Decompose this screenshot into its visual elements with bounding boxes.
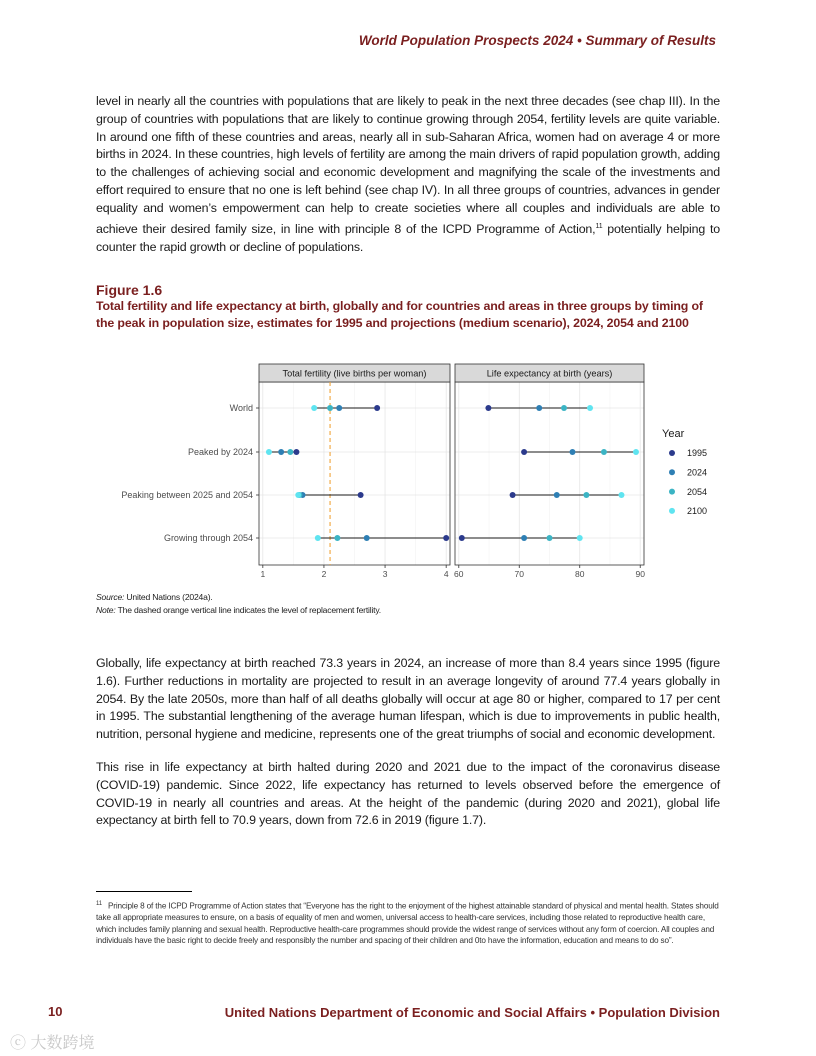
panel-1-point-2100-peaked-by-2024 (266, 449, 272, 455)
panel-2-point-2054-peaked-by-2024 (601, 449, 607, 455)
panel-1-point-2100-growing-through-2054 (315, 535, 321, 541)
panel-2-xtick-label: 80 (575, 569, 585, 579)
panel-1-point-1995-growing-through-2054 (443, 535, 449, 541)
footnote-reference[interactable]: 11 (595, 222, 603, 230)
ytick-label-world: World (229, 403, 253, 413)
panel-2-point-2024-peaking-between-2025-and-2054 (554, 492, 560, 498)
panel-1-point-2054-growing-through-2054 (334, 535, 340, 541)
source-text: United Nations (2024a). (124, 592, 213, 602)
panel-1-point-2024-growing-through-2054 (364, 535, 370, 541)
figure-notes (96, 591, 381, 616)
ytick-label-peaking-between-2025-and-2054: Peaking between 2025 and 2054 (121, 490, 253, 500)
panel-1-point-2100-peaking-between-2025-and-2054 (295, 492, 301, 498)
panel-2-point-2100-growing-through-2054 (577, 535, 583, 541)
page-number: 10 (48, 1004, 63, 1019)
paragraph-2: Globally, life expectancy at birth reached 73.3 years in 2024, an increase of more than 8.4 years since 1995 (figure 1.6). Further reductions in mortality are projected to result in an average longevity of around 77.4 years globally in 2054. By the late 2050s, more than half of all deaths globally will occur at age 80 or higher, compared to 17 per cent in 1995. The substantial lengthening of the average human lifespan, which is due to improvements in public health, nutrition, personal hygiene and medicine, represents one of the great triumphs of social and economic development. (96, 656, 720, 742)
panel-1-xtick-label: 4 (443, 569, 449, 579)
panel-2-title: Life expectancy at birth (years) (486, 368, 613, 379)
panel-2-point-1995-peaked-by-2024 (521, 449, 527, 455)
footnote-number: 11 (96, 901, 102, 907)
paragraph-1-text-end: potentially helping to counter the rapid growth or decline of populations. (96, 221, 720, 254)
source-label: Source: (96, 592, 125, 602)
legend-label-2100: 2100 (687, 506, 708, 517)
panel-2-point-2100-peaked-by-2024 (633, 449, 639, 455)
panel-2-point-2054-growing-through-2054 (547, 535, 553, 541)
panel-2-point-2024-world (536, 405, 542, 411)
panel-1-xtick-label: 3 (382, 569, 388, 579)
footnote-divider (96, 891, 192, 892)
panel-2-point-2100-peaking-between-2025-and-2054 (618, 492, 624, 498)
paragraph-1 (96, 93, 720, 256)
watermark: ⓒ 大数跨境 (10, 1035, 95, 1052)
footnote-text: Principle 8 of the ICPD Programme of Action states that “Everyone has the right to the enjoyment of the highest attainable standard of physical and mental health. States should take all appropriate measures to ensure, on a basis of equality of men and women, universal access to health-care services, including those related to reproductive health care, which includes family planning and sexual health. Reproductive health-care programmes should provide the widest range of services without any form of coercion. All couples and individuals have the basic right to decide freely and responsibly the number and spacing of their children and 0to have the information, education and means to do so”. (96, 901, 719, 945)
panel-1-xtick-label: 2 (321, 569, 327, 579)
panel-1-point-2054-peaked-by-2024 (287, 449, 293, 455)
paragraph-3: This rise in life expectancy at birth halted during 2020 and 2021 due to the impact of the coronavirus disease (COVID-19) pandemic. Since 2022, life expectancy has returned to levels observed before the emergence of COVID-19 in nearly all countries and areas. At the height of the pandemic (during 2020 and 2021), global life expectancy at birth fell to 70.9 years, down from 72.6 in 2019 (figure 1.7). (96, 760, 720, 828)
ytick-label-peaked-by-2024: Peaked by 2024 (187, 447, 253, 457)
figure-title: Total fertility and life expectancy at birth, globally and for countries and areas in three groups by timing of the peak in population size, estimates for 1995 and projections (medium scenario), 2024, 2054 and 2100 (96, 299, 703, 330)
panel-1-point-1995-peaked-by-2024 (293, 449, 299, 455)
legend-marker-2024 (669, 469, 675, 475)
panel-1-point-2100-world (311, 405, 317, 411)
legend-title: Year (662, 428, 685, 440)
panel-2-point-1995-growing-through-2054 (459, 535, 465, 541)
note-label: Note: (96, 604, 116, 615)
ytick-label-growing-through-2054: Growing through 2054 (163, 533, 253, 543)
panel-1-point-2024-world (336, 405, 342, 411)
footer-publisher: United Nations Department of Economic and Social Affairs • Population Division (224, 1005, 720, 1020)
panel-1-point-1995-world (374, 405, 380, 411)
figure-chart (0, 350, 816, 610)
panel-2-point-2054-peaking-between-2025-and-2054 (583, 492, 589, 498)
legend-marker-2100 (669, 508, 675, 514)
panel-1-point-1995-peaking-between-2025-and-2054 (358, 492, 364, 498)
legend-label-2024: 2024 (687, 467, 708, 478)
figure-label: Figure 1.6 (96, 282, 163, 298)
panel-1-point-2054-world (327, 405, 333, 411)
panel-2-point-2024-peaked-by-2024 (569, 449, 575, 455)
footnote (96, 899, 720, 946)
panel-1-point-2024-peaked-by-2024 (278, 449, 284, 455)
note-text: The dashed orange vertical line indicates the level of replacement fertility. (115, 604, 381, 615)
running-header: World Population Prospects 2024 • Summary of Results (358, 33, 716, 48)
figure-source (96, 591, 381, 604)
panel-1-xtick-label: 1 (260, 569, 266, 579)
panel-2-point-2024-growing-through-2054 (521, 535, 527, 541)
panel-2-point-2054-world (561, 405, 567, 411)
figure-note (96, 604, 381, 617)
panel-2-xtick-label: 60 (454, 569, 464, 579)
panel-2-point-1995-peaking-between-2025-and-2054 (510, 492, 516, 498)
panel-2-point-1995-world (485, 405, 491, 411)
panel-2-point-2100-world (587, 405, 593, 411)
panel-2-xtick-label: 70 (514, 569, 524, 579)
paragraph-1-text: level in nearly all the countries with populations that are likely to peak in the next three decades (see chap III). In the group of countries with populations that are likely to continue growing through 2054, fertility levels are quite variable. In around one fifth of these countries and areas, nearly all in sub-Saharan Africa, women had on average 4 or more births in 2024. In these countries, high levels of fertility are among the main drivers of rapid population growth, adding to the challenges of achieving social and economic development and magnifying the scale of the investments and effort required to ensure that no one is left behind (see chap IV). In all three groups of countries, advances in gender equality and women’s empowerment can help to create societies where all couples and individuals are able to achieve their desired family size, in line with principle 8 of the ICPD Programme of Action, (96, 94, 720, 236)
legend-label-1995: 1995 (687, 448, 708, 459)
panel-1-title: Total fertility (live births per woman) (282, 368, 427, 379)
legend-label-2054: 2054 (687, 486, 708, 497)
legend-marker-1995 (669, 450, 675, 456)
legend-marker-2054 (669, 489, 675, 495)
panel-2-xtick-label: 90 (635, 569, 645, 579)
